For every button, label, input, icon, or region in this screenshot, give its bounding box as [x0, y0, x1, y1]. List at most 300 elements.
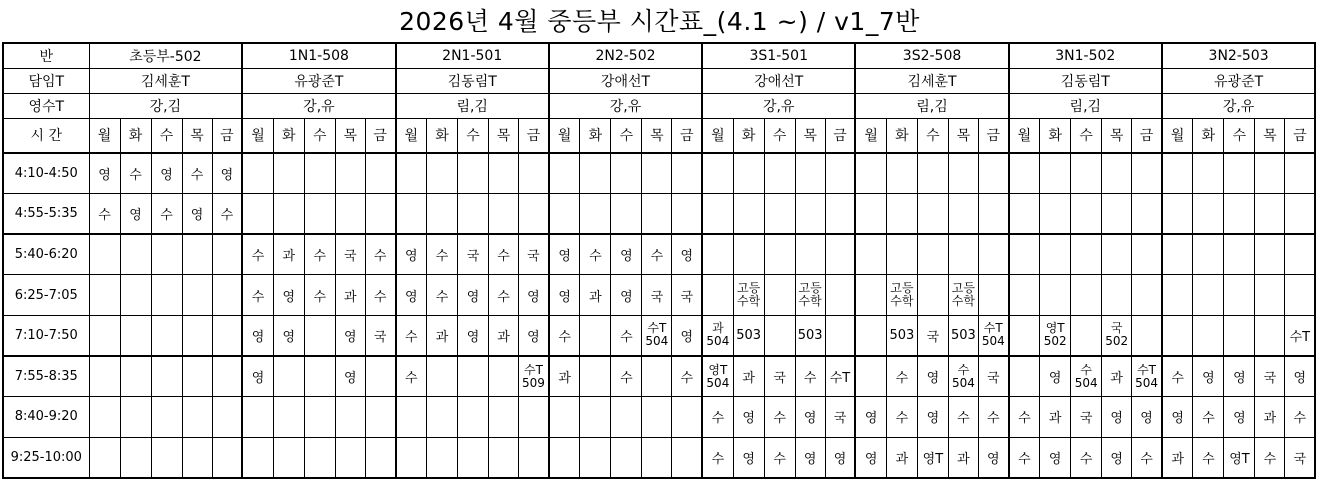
schedule-cell-line: 수학	[798, 294, 822, 309]
schedule-cell: 영	[458, 315, 489, 356]
schedule-cell	[182, 234, 212, 275]
schedule-cell	[642, 397, 672, 438]
schedule-cell: 국	[917, 315, 948, 356]
day-header: 수	[1071, 118, 1102, 153]
schedule-cell: 영	[1285, 356, 1315, 397]
schedule-cell	[427, 397, 458, 438]
schedule-cell-line: 수학	[737, 294, 761, 309]
schedule-cell: 과	[489, 315, 519, 356]
schedule-cell	[795, 275, 825, 316]
schedule-cell	[489, 356, 519, 397]
period-time: 7:55-8:35	[3, 356, 89, 397]
day-header: 금	[825, 118, 855, 153]
schedule-cell	[365, 153, 395, 194]
schedule-cell	[458, 153, 489, 194]
homeroom-teacher: 강애선T	[702, 68, 855, 93]
schedule-cell	[886, 234, 917, 275]
day-header: 수	[611, 118, 642, 153]
schedule-cell	[89, 397, 120, 438]
schedule-cell	[1162, 194, 1193, 235]
homeroom-teacher: 김세훈T	[89, 68, 242, 93]
schedule-cell: 수	[182, 153, 212, 194]
schedule-cell	[519, 194, 549, 235]
day-header: 목	[948, 118, 978, 153]
day-header: 수	[458, 118, 489, 153]
schedule-cell	[702, 315, 733, 356]
schedule-cell: 영	[151, 153, 182, 194]
schedule-cell	[611, 397, 642, 438]
day-header: 목	[1255, 118, 1285, 153]
schedule-cell	[1255, 194, 1285, 235]
schedule-cell	[1132, 234, 1162, 275]
day-header: 월	[1009, 118, 1040, 153]
day-header: 수	[1224, 118, 1255, 153]
schedule-cell: 503	[948, 315, 978, 356]
label-homeroom: 담임T	[3, 68, 89, 93]
schedule-cell	[242, 194, 273, 235]
class-name: 1N1-508	[242, 43, 395, 68]
schedule-cell	[764, 153, 795, 194]
period-row	[3, 194, 1315, 235]
subject-teachers: 림,김	[396, 93, 549, 118]
schedule-cell	[1224, 315, 1255, 356]
schedule-cell	[304, 356, 335, 397]
schedule-cell-line: 504	[1135, 375, 1158, 390]
schedule-cell: 영	[120, 194, 151, 235]
day-header: 목	[335, 118, 365, 153]
subject-teachers-row	[3, 93, 1315, 118]
schedule-cell	[1132, 315, 1162, 356]
schedule-cell	[825, 275, 855, 316]
schedule-cell	[396, 153, 427, 194]
day-header: 수	[151, 118, 182, 153]
schedule-cell: 수	[1193, 397, 1224, 438]
schedule-cell	[89, 356, 120, 397]
day-header: 수	[917, 118, 948, 153]
schedule-cell: 영	[917, 356, 948, 397]
schedule-cell: 수	[427, 275, 458, 316]
schedule-cell: 국	[825, 397, 855, 438]
homeroom-teacher: 강애선T	[549, 68, 702, 93]
class-name: 3S1-501	[702, 43, 855, 68]
schedule-cell-line: 영T	[1045, 321, 1065, 336]
schedule-cell	[795, 234, 825, 275]
schedule-cell	[642, 153, 672, 194]
schedule-cell: 수	[1255, 437, 1285, 478]
schedule-cell-line: 수	[1080, 362, 1092, 377]
day-header: 수	[764, 118, 795, 153]
schedule-cell: 과	[273, 234, 304, 275]
schedule-cell	[182, 315, 212, 356]
schedule-cell	[396, 194, 427, 235]
schedule-cell: 영	[1102, 397, 1132, 438]
schedule-cell	[1009, 356, 1040, 397]
schedule-cell	[1285, 275, 1315, 316]
label-class: 반	[3, 43, 89, 68]
schedule-cell: 503	[733, 315, 764, 356]
schedule-cell-line: 국	[1110, 321, 1123, 336]
period-row	[3, 315, 1315, 356]
schedule-cell: 영	[396, 275, 427, 316]
schedule-cell	[212, 315, 242, 356]
schedule-cell: 수T	[1285, 315, 1315, 356]
schedule-cell	[1040, 315, 1071, 356]
schedule-cell	[151, 397, 182, 438]
day-header: 목	[489, 118, 519, 153]
schedule-cell: 503	[795, 315, 825, 356]
schedule-cell: 수	[948, 397, 978, 438]
period-time: 4:10-4:50	[3, 153, 89, 194]
subject-teachers: 강,유	[702, 93, 855, 118]
schedule-cell	[1193, 315, 1224, 356]
subject-teachers: 림,김	[855, 93, 1008, 118]
schedule-cell-line: 504	[981, 334, 1005, 349]
schedule-cell	[273, 356, 304, 397]
day-header: 목	[182, 118, 212, 153]
day-header: 화	[580, 118, 611, 153]
schedule-cell	[519, 397, 549, 438]
schedule-cell	[825, 153, 855, 194]
day-header-row	[3, 118, 1315, 153]
schedule-cell: 수	[1193, 437, 1224, 478]
schedule-cell: 수	[304, 234, 335, 275]
schedule-cell	[549, 194, 580, 235]
schedule-cell-line: 수T	[523, 362, 543, 377]
schedule-cell: 영	[672, 315, 702, 356]
schedule-cell	[1071, 194, 1102, 235]
day-header: 금	[1285, 118, 1315, 153]
schedule-cell	[1224, 234, 1255, 275]
schedule-cell: 503	[886, 315, 917, 356]
schedule-cell	[978, 315, 1008, 356]
schedule-cell	[1009, 275, 1040, 316]
subject-teachers: 강,김	[89, 93, 242, 118]
schedule-cell	[1285, 153, 1315, 194]
class-name-row	[3, 43, 1315, 68]
schedule-cell	[672, 194, 702, 235]
schedule-cell	[427, 437, 458, 478]
schedule-cell: 국	[365, 315, 395, 356]
schedule-cell	[182, 397, 212, 438]
schedule-cell	[151, 234, 182, 275]
schedule-cell: 영	[1040, 356, 1071, 397]
period-row	[3, 437, 1315, 478]
schedule-cell-line: 504	[706, 375, 730, 390]
schedule-cell-line: 과	[712, 321, 724, 336]
schedule-cell	[795, 153, 825, 194]
schedule-cell: 영	[672, 234, 702, 275]
homeroom-teacher: 김동림T	[1009, 68, 1162, 93]
schedule-cell: 수	[549, 315, 580, 356]
schedule-cell	[1009, 153, 1040, 194]
schedule-cell: 수	[1009, 437, 1040, 478]
schedule-cell: 수	[396, 356, 427, 397]
period-time: 8:40-9:20	[3, 397, 89, 438]
schedule-cell	[886, 275, 917, 316]
schedule-cell	[795, 194, 825, 235]
day-header: 화	[1193, 118, 1224, 153]
schedule-cell: 수	[427, 234, 458, 275]
schedule-cell	[489, 397, 519, 438]
schedule-cell	[702, 194, 733, 235]
day-header: 화	[733, 118, 764, 153]
schedule-cell	[1071, 356, 1102, 397]
schedule-cell: 수	[489, 234, 519, 275]
day-header: 월	[396, 118, 427, 153]
schedule-cell	[672, 397, 702, 438]
period-time: 7:10-7:50	[3, 315, 89, 356]
schedule-cell	[1162, 234, 1193, 275]
schedule-cell-line: 수T	[983, 321, 1003, 336]
schedule-cell	[611, 153, 642, 194]
class-name: 3N1-502	[1009, 43, 1162, 68]
schedule-cell	[365, 397, 395, 438]
schedule-cell	[948, 234, 978, 275]
schedule-cell	[764, 234, 795, 275]
schedule-cell: 영	[611, 234, 642, 275]
day-header: 금	[672, 118, 702, 153]
schedule-cell: 영	[733, 397, 764, 438]
subject-teachers: 강,유	[549, 93, 702, 118]
schedule-cell: 수	[242, 234, 273, 275]
schedule-cell	[212, 234, 242, 275]
schedule-cell	[1285, 194, 1315, 235]
schedule-cell	[365, 356, 395, 397]
schedule-cell: 수T	[825, 356, 855, 397]
schedule-cell	[89, 315, 120, 356]
schedule-cell: 영	[795, 397, 825, 438]
schedule-cell: 영	[519, 275, 549, 316]
schedule-cell	[642, 437, 672, 478]
schedule-cell: 영	[335, 315, 365, 356]
schedule-cell	[1285, 234, 1315, 275]
schedule-cell	[1162, 153, 1193, 194]
schedule-cell	[549, 153, 580, 194]
schedule-cell	[242, 397, 273, 438]
schedule-cell	[365, 194, 395, 235]
schedule-cell: 영	[1040, 437, 1071, 478]
schedule-cell	[120, 315, 151, 356]
schedule-cell: 영	[1224, 397, 1255, 438]
schedule-cell	[764, 275, 795, 316]
schedule-cell	[458, 437, 489, 478]
schedule-cell	[1009, 194, 1040, 235]
schedule-cell	[580, 397, 611, 438]
day-header: 금	[212, 118, 242, 153]
day-header: 화	[1040, 118, 1071, 153]
schedule-cell	[396, 437, 427, 478]
schedule-cell	[917, 194, 948, 235]
schedule-cell: 과	[948, 437, 978, 478]
schedule-cell: 수	[886, 397, 917, 438]
schedule-cell	[978, 234, 1008, 275]
schedule-cell	[151, 315, 182, 356]
schedule-cell: 영	[242, 356, 273, 397]
schedule-cell	[1071, 234, 1102, 275]
schedule-cell: 영	[549, 275, 580, 316]
schedule-cell	[427, 153, 458, 194]
schedule-cell	[1193, 194, 1224, 235]
subject-teachers: 강,유	[242, 93, 395, 118]
period-time: 5:40-6:20	[3, 234, 89, 275]
schedule-cell: 수	[886, 356, 917, 397]
schedule-cell-line: 502	[1043, 334, 1067, 349]
schedule-cell: 수	[89, 194, 120, 235]
day-header: 월	[702, 118, 733, 153]
schedule-cell: 수	[611, 356, 642, 397]
schedule-cell: 영	[519, 315, 549, 356]
schedule-cell	[978, 275, 1008, 316]
schedule-cell	[886, 153, 917, 194]
day-header: 월	[855, 118, 886, 153]
schedule-cell	[212, 437, 242, 478]
schedule-cell	[242, 437, 273, 478]
schedule-cell	[948, 356, 978, 397]
schedule-cell	[1132, 153, 1162, 194]
schedule-cell-line: 고등	[951, 281, 975, 296]
schedule-cell	[1040, 275, 1071, 316]
schedule-cell: 과	[1162, 437, 1193, 478]
schedule-cell: 과	[335, 275, 365, 316]
schedule-cell	[519, 153, 549, 194]
class-name: 3N2-503	[1162, 43, 1315, 68]
schedule-cell: 과	[1102, 356, 1132, 397]
schedule-cell: 국	[458, 234, 489, 275]
period-row	[3, 234, 1315, 275]
schedule-cell	[825, 315, 855, 356]
period-row	[3, 356, 1315, 397]
schedule-cell: 국	[1255, 356, 1285, 397]
schedule-cell	[978, 194, 1008, 235]
timetable	[2, 42, 1316, 479]
schedule-cell: 수	[611, 315, 642, 356]
schedule-cell-line: 고등	[890, 281, 914, 296]
schedule-cell	[978, 153, 1008, 194]
schedule-cell: 영	[1162, 397, 1193, 438]
schedule-cell	[335, 194, 365, 235]
schedule-cell	[825, 194, 855, 235]
schedule-cell	[1071, 275, 1102, 316]
schedule-cell	[427, 356, 458, 397]
schedule-cell	[1071, 153, 1102, 194]
schedule-cell	[182, 275, 212, 316]
schedule-cell: 수	[702, 437, 733, 478]
schedule-cell	[1193, 275, 1224, 316]
schedule-cell-line: 509	[522, 375, 545, 390]
schedule-cell	[886, 194, 917, 235]
schedule-cell	[489, 153, 519, 194]
schedule-cell	[580, 315, 611, 356]
schedule-cell: 수	[120, 153, 151, 194]
schedule-cell	[1009, 234, 1040, 275]
schedule-cell: 영	[855, 437, 886, 478]
schedule-cell	[519, 437, 549, 478]
schedule-cell-line: 504	[706, 334, 730, 349]
schedule-cell	[672, 437, 702, 478]
class-name: 2N1-501	[396, 43, 549, 68]
schedule-cell	[120, 437, 151, 478]
subject-teachers: 림,김	[1009, 93, 1162, 118]
schedule-cell	[242, 153, 273, 194]
schedule-cell	[458, 397, 489, 438]
schedule-cell	[1102, 194, 1132, 235]
homeroom-teacher: 유광준T	[1162, 68, 1315, 93]
schedule-cell	[1255, 315, 1285, 356]
schedule-cell: 영	[1102, 437, 1132, 478]
schedule-cell-line: 수T	[647, 321, 667, 336]
schedule-cell	[212, 275, 242, 316]
schedule-cell	[855, 275, 886, 316]
schedule-cell	[120, 275, 151, 316]
schedule-cell	[549, 397, 580, 438]
schedule-cell	[335, 153, 365, 194]
schedule-cell	[304, 437, 335, 478]
schedule-cell: 과	[1255, 397, 1285, 438]
schedule-cell	[1132, 194, 1162, 235]
schedule-cell	[1040, 153, 1071, 194]
schedule-cell	[458, 194, 489, 235]
schedule-cell	[1102, 315, 1132, 356]
schedule-cell: 과	[1040, 397, 1071, 438]
day-header: 월	[1162, 118, 1193, 153]
homeroom-teacher: 김세훈T	[855, 68, 1008, 93]
schedule-cell: 영T	[1224, 437, 1255, 478]
schedule-cell-line: 고등	[737, 281, 761, 296]
homeroom-teacher: 유광준T	[242, 68, 395, 93]
schedule-cell	[948, 275, 978, 316]
day-header: 금	[519, 118, 549, 153]
schedule-cell	[733, 153, 764, 194]
schedule-cell: 수	[489, 275, 519, 316]
schedule-cell	[549, 437, 580, 478]
period-time: 6:25-7:05	[3, 275, 89, 316]
schedule-cell: 영	[335, 356, 365, 397]
schedule-cell	[365, 437, 395, 478]
day-header: 월	[242, 118, 273, 153]
schedule-cell	[1162, 315, 1193, 356]
schedule-cell-line: 502	[1105, 334, 1129, 349]
schedule-cell: 국	[672, 275, 702, 316]
schedule-cell	[151, 356, 182, 397]
schedule-cell: 국	[1285, 437, 1315, 478]
schedule-cell	[642, 356, 672, 397]
schedule-cell	[1132, 275, 1162, 316]
day-header: 목	[1102, 118, 1132, 153]
schedule-cell	[273, 437, 304, 478]
schedule-cell: 영	[212, 153, 242, 194]
schedule-cell-line: 504	[1074, 375, 1098, 390]
schedule-cell	[764, 194, 795, 235]
schedule-cell-line: 504	[645, 334, 669, 349]
schedule-cell: 영	[549, 234, 580, 275]
schedule-cell: 영	[611, 275, 642, 316]
schedule-cell	[672, 153, 702, 194]
schedule-cell: 수	[702, 397, 733, 438]
schedule-cell: 수	[151, 194, 182, 235]
schedule-cell: 수	[795, 356, 825, 397]
schedule-cell	[1255, 275, 1285, 316]
schedule-cell	[304, 153, 335, 194]
schedule-cell	[89, 437, 120, 478]
schedule-cell	[1102, 275, 1132, 316]
schedule-cell	[1071, 315, 1102, 356]
schedule-cell	[89, 234, 120, 275]
day-header: 금	[365, 118, 395, 153]
day-header: 월	[89, 118, 120, 153]
schedule-cell	[702, 275, 733, 316]
schedule-cell: 과	[580, 275, 611, 316]
label-time: 시 간	[3, 118, 89, 153]
